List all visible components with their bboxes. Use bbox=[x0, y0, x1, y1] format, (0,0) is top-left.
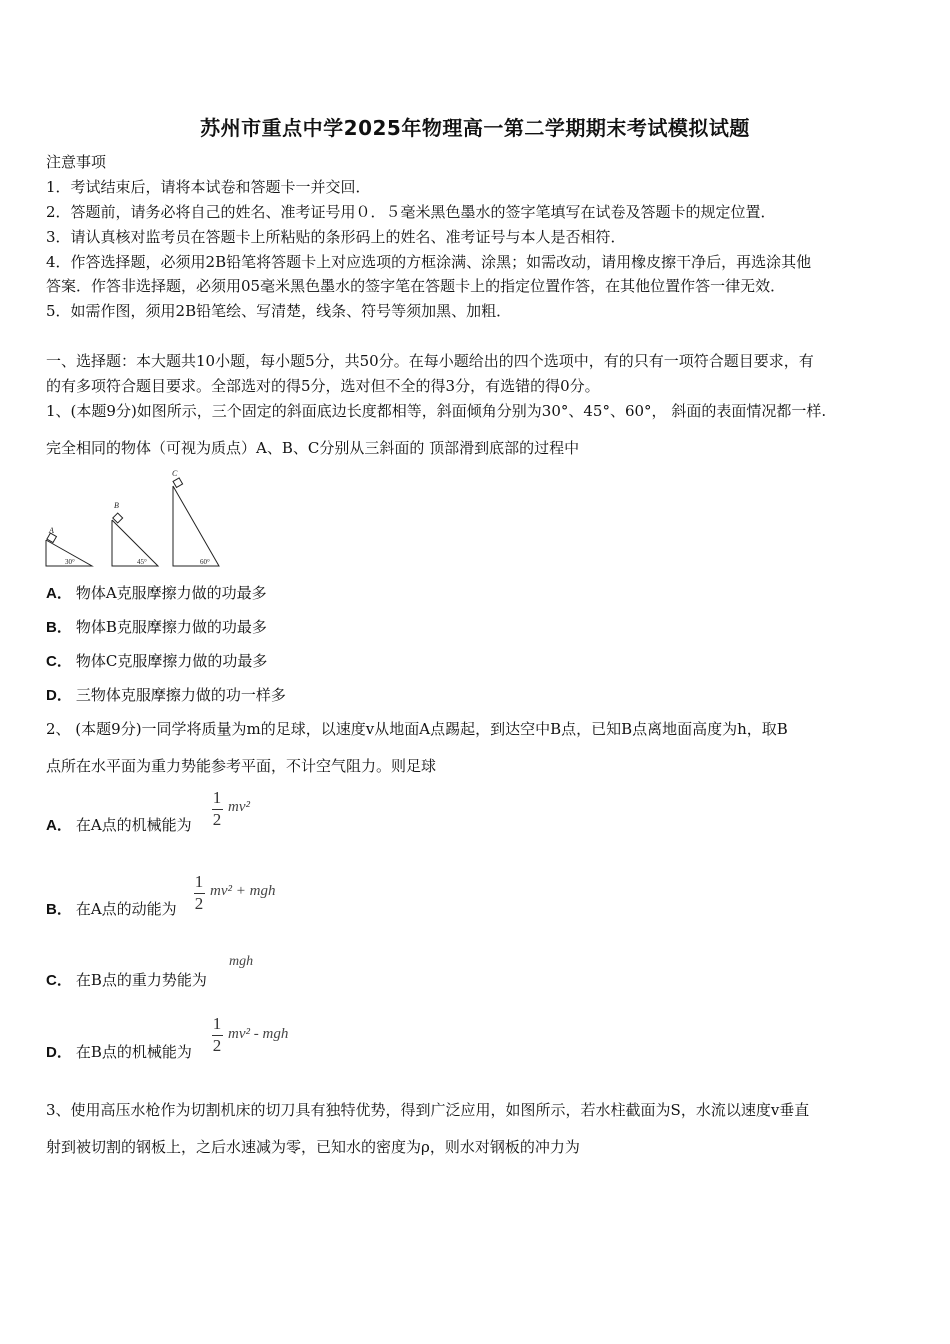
q1-option-d: D． 三物体克服摩擦力做的功一样多 bbox=[46, 686, 286, 704]
question-2-stem: 2、 (本题9分)一同学将质量为m的足球，以速度v从地面A点踢起，到达空中B点，已知B点离地面高度为h，取B bbox=[46, 720, 788, 738]
fraction-denominator: 2 bbox=[212, 1036, 222, 1055]
question-1-stem: 1、(本题9分)如图所示，三个固定的斜面底边长度都相等，斜面倾角分别为30°、45°、60°， 斜面的表面情况都一样. bbox=[46, 402, 827, 420]
angle-60: 60° bbox=[200, 558, 210, 566]
q1-option-b: B． 物体B克服摩擦力做的功最多 bbox=[46, 618, 267, 636]
formula: mv² bbox=[228, 799, 250, 815]
notice-item: 2．答题前，请务必将自己的姓名、准考证号用０．５毫米黑色墨水的签字笔填写在试卷及答题卡的规定位置． bbox=[46, 203, 776, 221]
page-title: 苏州市重点中学2025年物理高一第二学期期末考试模拟试题 bbox=[200, 116, 750, 140]
label-b: B bbox=[114, 501, 119, 510]
notice-item: 4．作答选择题，必须用2B铅笔将答题卡上对应选项的方框涂满、涂黑；如需改动，请用橡皮擦干净后，再选涂其他 bbox=[46, 253, 812, 271]
fraction-numerator: 1 bbox=[194, 872, 204, 891]
incline-45 bbox=[112, 520, 158, 566]
notice-item: 1．考试结束后，请将本试卷和答题卡一并交回． bbox=[46, 178, 371, 196]
fraction-denominator: 2 bbox=[212, 810, 222, 829]
section-intro-line: 的有多项符合题目要求。全部选对的得5分，选对但不全的得3分，有选错的得0分。 bbox=[46, 377, 600, 395]
fraction-numerator: 1 bbox=[212, 1014, 222, 1033]
question-3-stem: 3、使用高压水枪作为切割机床的切刀具有独特优势，得到广泛应用，如图所示，若水柱截面为S，水流以速度v垂直 bbox=[46, 1101, 810, 1119]
label-c: C bbox=[172, 469, 178, 478]
notice-item: 3．请认真核对监考员在答题卡上所粘贴的条形码上的姓名、准考证号与本人是否相符． bbox=[46, 228, 626, 246]
notice-item: 答案．作答非选择题，必须用05毫米黑色墨水的签字笔在答题卡上的指定位置作答，在其他位置作答一律无效． bbox=[46, 277, 786, 295]
label-a: A bbox=[49, 526, 54, 535]
question-2-stem: 点所在水平面为重力势能参考平面，不计空气阻力。则足球 bbox=[46, 757, 437, 775]
q2-option-b: B． 在A点的动能为 bbox=[46, 900, 177, 918]
formula: mv² - mgh bbox=[228, 1026, 289, 1042]
incline-60 bbox=[173, 486, 219, 566]
q2-option-d: D． 在B点的机械能为 bbox=[46, 1043, 192, 1061]
section-intro-line: 一、选择题：本大题共10小题，每小题5分，共50分。在每小题给出的四个选项中，有的只有一项符合题目要求，有 bbox=[46, 352, 814, 370]
fraction-numerator: 1 bbox=[212, 788, 222, 807]
question-3-stem: 射到被切割的钢板上，之后水速减为零，已知水的密度为ρ，则水对钢板的冲力为 bbox=[46, 1138, 580, 1156]
formula: mv² + mgh bbox=[210, 883, 276, 899]
formula: mgh bbox=[229, 954, 254, 969]
block-b bbox=[113, 513, 123, 523]
notice-heading: 注意事项 bbox=[46, 153, 107, 171]
q1-option-a: A． 物体A克服摩擦力做的功最多 bbox=[46, 584, 267, 602]
angle-45: 45° bbox=[137, 558, 147, 566]
q2-option-a: A． 在A点的机械能为 bbox=[46, 816, 192, 834]
fraction-denominator: 2 bbox=[194, 894, 204, 913]
q1-option-c: C． 物体C克服摩擦力做的功最多 bbox=[46, 652, 268, 670]
q2-option-c: C． 在B点的重力势能为 bbox=[46, 971, 207, 989]
angle-30: 30° bbox=[65, 558, 75, 566]
question-1-stem: 完全相同的物体（可视为质点）A、B、C分别从三斜面的 顶部滑到底部的过程中 bbox=[46, 439, 580, 457]
incline-figure bbox=[40, 466, 230, 572]
notice-item: 5．如需作图，须用2B铅笔绘、写清楚，线条、符号等须加黑、加粗． bbox=[46, 302, 512, 320]
block-c bbox=[173, 478, 183, 488]
